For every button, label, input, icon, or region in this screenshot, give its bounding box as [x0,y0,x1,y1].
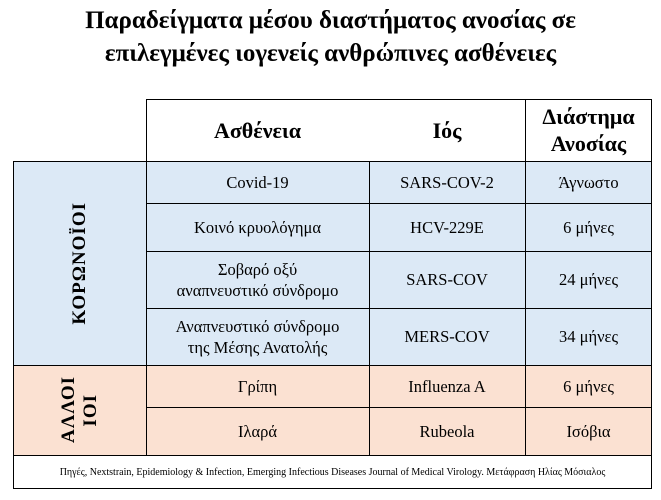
group-label-coronaviruses: ΚΟΡΩΝΟΪΟΙ [68,201,90,325]
divider [146,203,652,204]
divider [525,99,526,455]
cell-disease: Ιλαρά [237,421,278,441]
header-virus-label: Ιός [432,117,462,143]
divider [146,251,652,252]
cell-immunity: 34 μήνες [558,327,619,346]
divider [651,99,652,489]
title-line-2: επιλεγμένες ιογενείς ανθρώπινες ασθένειες [104,40,557,67]
table-row-flu-virus [369,365,525,407]
divider [369,161,370,455]
header-disease [146,99,369,161]
immunity-table [13,99,652,489]
divider [146,99,147,455]
table-row-mers-virus [369,308,525,365]
group-label-other-line-2: ΙΟΙ [79,393,101,427]
page-title [0,4,661,70]
divider [146,99,652,100]
cell-disease-line-2: της Μέσης Ανατολής [187,337,328,357]
divider [13,161,14,489]
cell-disease: Covid-19 [226,172,289,192]
table-row-covid19-disease [146,161,369,203]
table-row-cold-disease [146,203,369,251]
table-row-flu-disease [146,365,369,407]
cell-disease-line-1: Αναπνευστικό σύνδρομο [175,316,340,336]
table-row-cold-virus [369,203,525,251]
cell-disease: Γρίπη [237,376,278,396]
cell-virus: Rubeola [419,421,475,441]
table-row-mers-immunity [525,308,652,365]
group-coronaviruses [13,161,146,365]
cell-immunity: 6 μήνες [563,376,614,396]
table-row-sars-virus [369,251,525,308]
header-immunity [525,99,652,161]
cell-immunity: Άγνωστο [558,172,619,192]
title-line-1: Παραδείγματα μέσου διαστήματος ανοσίας σε [85,7,576,34]
table-row-measles-disease [146,407,369,455]
cell-immunity: Ισόβια [566,421,611,441]
table-row-measles-virus [369,407,525,455]
header-immunity-line-2: Ανοσίας [550,131,627,156]
cell-virus: MERS-COV [404,327,490,346]
table-row-measles-immunity [525,407,652,455]
table-row-cold-immunity [525,203,652,251]
footer-text: Πηγές, Nextstrain, Epidemiology & Infection, Emerging Infectious Diseases Journal of Medical Virology. Μετάφραση Ηλίας Μόσιαλος [59,466,606,478]
divider [13,455,652,456]
divider [13,365,652,366]
header-disease-label: Ασθένεια [213,117,302,143]
cell-virus: Influenza A [408,376,486,396]
table-row-mers-disease [146,308,369,365]
table-row-flu-immunity [525,365,652,407]
cell-virus: HCV-229E [410,217,484,237]
table-row-covid19-immunity [525,161,652,203]
divider [146,308,652,309]
cell-immunity: 6 μήνες [563,217,614,237]
cell-disease-line-2: αναπνευστικό σύνδρομο [176,280,339,300]
header-virus [369,99,525,161]
cell-virus: SARS-COV-2 [400,172,494,192]
header-immunity-line-1: Διάστημα [542,104,635,129]
divider [13,488,652,489]
cell-immunity: 24 μήνες [558,270,619,289]
cell-disease-line-1: Σοβαρό οξύ [217,259,298,279]
divider [13,161,652,162]
group-other-viruses [13,365,146,455]
cell-virus: SARS-COV [406,270,488,289]
group-label-other-line-1: ΑΛΛΟΙ [57,376,79,444]
cell-disease: Κοινό κρυολόγημα [193,217,322,237]
source-footer [13,455,652,489]
table-row-covid19-virus [369,161,525,203]
divider [146,407,652,408]
table-row-sars-immunity [525,251,652,308]
table-row-sars-disease [146,251,369,308]
